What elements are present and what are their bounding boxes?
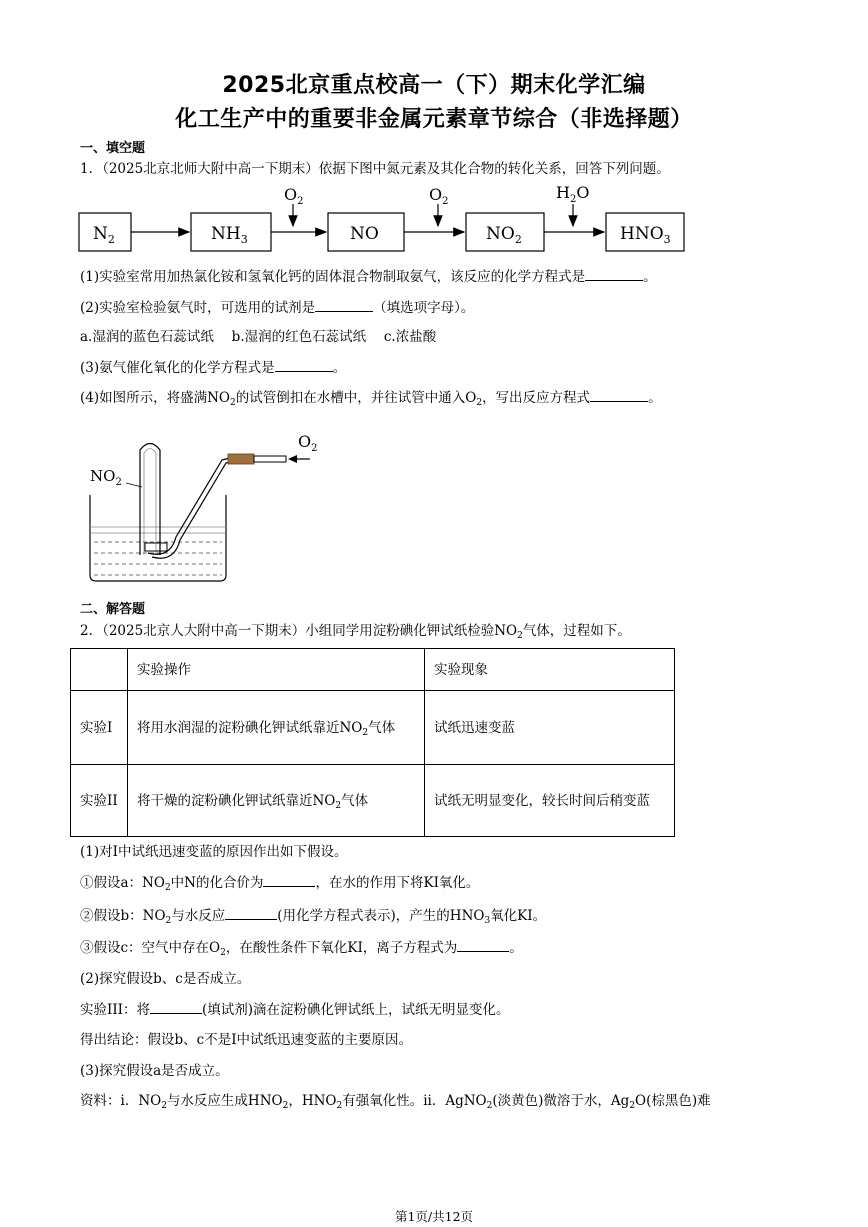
section-heading-2: 二、解答题 (80, 602, 146, 617)
reagent-label-o2: $O_2$ (284, 185, 304, 207)
svg-text:NO: NO (350, 224, 379, 244)
answer-blank[interactable] (590, 389, 648, 402)
section-heading-1: 一、填空题 (80, 141, 146, 156)
hypothesis-b: ②假设b：$NO_2$与水反应 (用化学方程式表示)，产生的$HNO_3$氧化KI。 (80, 908, 547, 926)
table-cell: 将用水润湿的淀粉碘化钾试纸靠近$NO_2$气体 (128, 691, 425, 765)
question-2-intro: 2．（2025北京人大附中高一下期末）小组同学用淀粉碘化钾试纸检验$NO_2$气体，过程如下。 (80, 623, 631, 641)
paragraph: (3)探究假设a是否成立。 (80, 1063, 229, 1079)
answer-blank[interactable] (263, 874, 315, 887)
hypothesis-a: ①假设a：$NO_2$中N的化合价为 ，在水的作用下将KI氧化。 (80, 875, 480, 893)
question-1-part-3: (3)氨气催化氧化的化学方程式是 。 (80, 360, 347, 376)
svg-text:HNO3: $HNO_3$ (620, 224, 671, 246)
experiment-3: 实验III：将 (填试剂)滴在淀粉碘化钾试纸上，试纸无明显变化。 (80, 1002, 510, 1018)
tube-gas-label: $NO_2$ (90, 467, 122, 488)
question-1-part-2: (2)实验室检验氨气时，可选用的试剂是 （填选项字母）。 (80, 300, 475, 316)
flow-box-hno3 (606, 213, 684, 251)
svg-text:NH3: $NH_3$ (211, 224, 248, 246)
inverted-test-tube-apparatus (82, 425, 342, 585)
reference-material: 资料：i．$NO_2$与水反应生成$HNO_2$，$HNO_2$有强氧化性。ii．AgNO$_2$(淡黄色)微溶于水，$Ag_2O$(棕黑色)难 (80, 1093, 711, 1111)
experiment-table (70, 648, 675, 837)
nitrogen-conversion-flow-diagram (76, 180, 696, 260)
table-cell: 试纸无明显变化，较长时间后稍变蓝 (425, 765, 675, 837)
reagent-label-h2o: $H_2O$ (556, 183, 590, 205)
table-cell (71, 649, 128, 691)
hypothesis-c: ③假设c：空气中存在$O_2$，在酸性条件下氧化KI，离子方程式为 。 (80, 940, 523, 958)
gas-inlet-label: $O_2$ (298, 432, 318, 454)
answer-blank[interactable] (315, 299, 373, 312)
svg-text:NO2: $NO_2$ (486, 224, 522, 246)
answer-blank[interactable] (225, 907, 277, 920)
answer-blank[interactable] (150, 1001, 202, 1014)
reagent-label-o2: $O_2$ (429, 185, 449, 207)
page-subtitle: 化工生产中的重要非金属元素章节综合（非选择题） (175, 107, 693, 132)
answer-blank[interactable] (585, 268, 643, 281)
table-cell: 试纸迅速变蓝 (425, 691, 675, 765)
conclusion: 得出结论：假设b、c不是I中试纸迅速变蓝的主要原因。 (80, 1032, 413, 1048)
flow-box-n2 (79, 213, 131, 251)
question-1-intro: 1．（2025北京北师大附中高一下期末）依据下图中氮元素及其化合物的转化关系，回答下列问题。 (80, 161, 670, 177)
page-number: 第1页/共12页 (394, 1209, 474, 1224)
paragraph: (2)探究假设b、c是否成立。 (80, 971, 251, 987)
paragraph: (1)对I中试纸迅速变蓝的原因作出如下假设。 (80, 844, 348, 860)
table-cell: 将干燥的淀粉碘化钾试纸靠近$NO_2$气体 (128, 765, 425, 837)
flow-box-no (328, 213, 404, 251)
table-row-label: 实验II (71, 765, 128, 837)
answer-blank[interactable] (275, 359, 333, 372)
table-row-label: 实验I (71, 691, 128, 765)
question-1-options: a.湿润的蓝色石蕊试纸 b.湿润的红色石蕊试纸 c.浓盐酸 (80, 329, 437, 345)
table-header-operation: 实验操作 (128, 649, 425, 691)
svg-text:N2: $N_2$ (93, 224, 115, 246)
table-header-phenomenon: 实验现象 (425, 649, 675, 691)
question-1-part-4: (4)如图所示，将盛满$NO_2$的试管倒扣在水槽中，并往试管中通入$O_2$，写出反应方程式 。 (80, 390, 662, 408)
flow-box-nh3 (191, 213, 271, 251)
question-1-part-1: (1)实验室常用加热氯化铵和氢氧化钙的固体混合物制取氨气，该反应的化学方程式是 。 (80, 269, 657, 285)
answer-blank[interactable] (457, 939, 509, 952)
flow-box-no2 (466, 213, 544, 251)
page-title: 2025北京重点校高一（下）期末化学汇编 (222, 73, 646, 98)
